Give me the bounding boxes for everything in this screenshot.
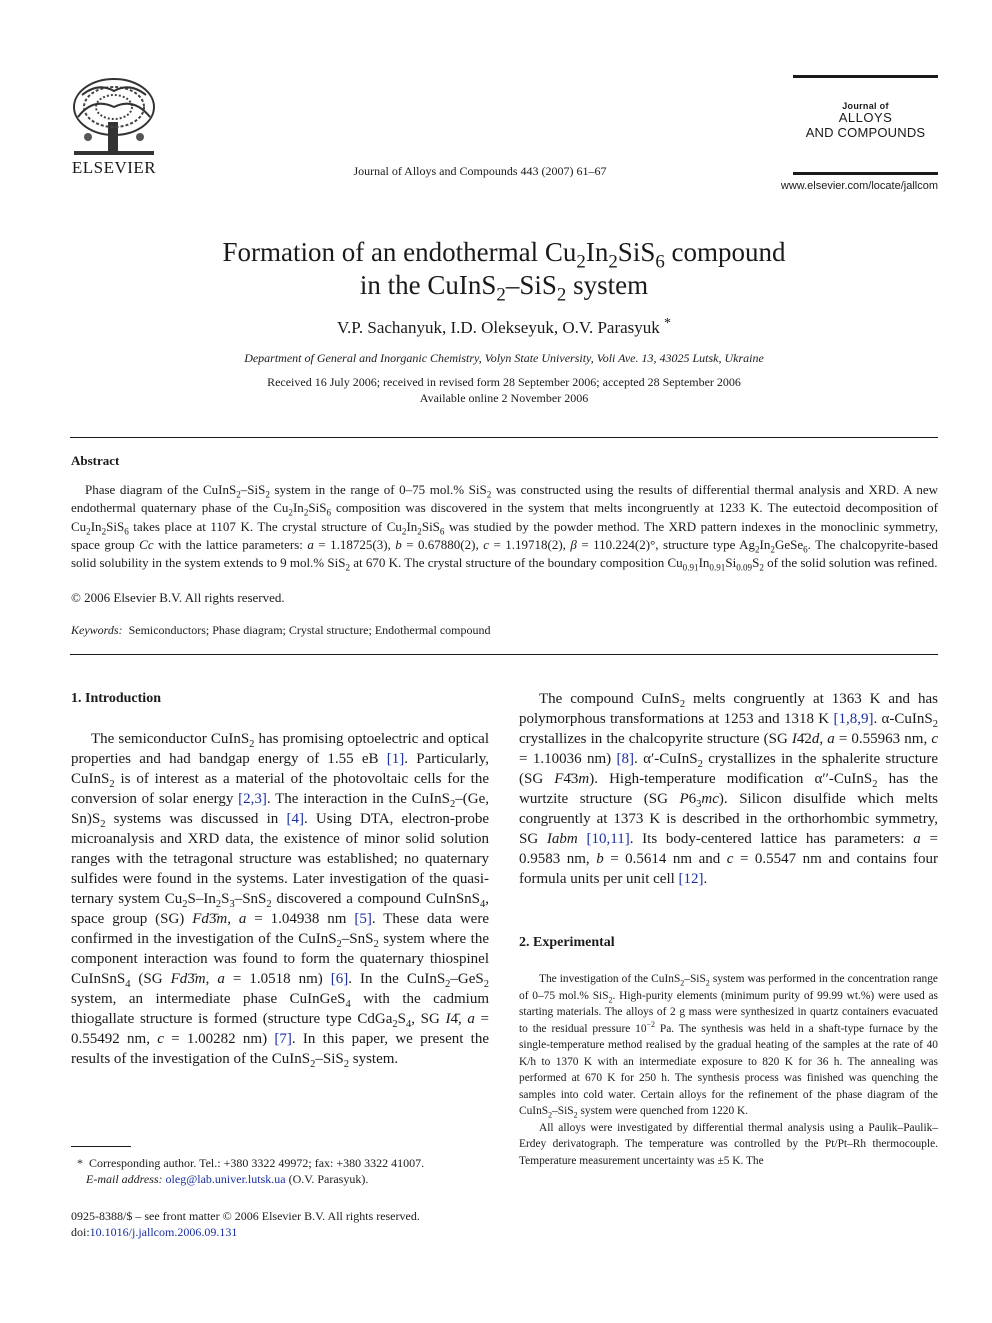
abstract-copyright: © 2006 Elsevier B.V. All rights reserved. [71, 590, 285, 605]
footnote-divider [71, 1146, 131, 1147]
corresponding-author-mark[interactable]: * [664, 316, 672, 331]
section-heading-experimental: 2. Experimental [519, 935, 615, 950]
compound-description-text: The compound CuInS$_2$ melts congruently at 1363 K and has polymorphous transformations at 1253 and 1318 K [1,8,9]. α-CuInS$_2$ crystallizes in the chalcopyrite structure (SG I4̄2d, a = 0.55963 nm, c = 1.10036 nm) [8]. α′-CuInS$_2$ crystallizes in the sphalerite structure (SG F4̄3m). High-temperature modification α′′-CuInS$_2$ has the wurtzite structure (SG $P6_3mc$). Silicon disulfide which melts congruently at 1373 K is described in the orthorhombic symmetry, SG Iabm [10,11]. Its body-centered lattice has parameters: a = 0.9583 nm, b = 0.5614 nm and c = 0.5547 nm and contains four formula units per unit cell [12]. [519, 691, 939, 887]
divider-top [70, 437, 938, 438]
experimental-text: The investigation of the CuInS$_2$–SiS$_2$ system was performed in the concentration range of 0–75 mol.% SiS$_2$. High-purity elements (minimum purity of 99.99 wt.%) were used as starting materials. The alloys of 2 g mass were synthesized in quartz containers evacuated to the residual pressure $10^{-2}$ Pa. The synthesis was held in a shaft-type furnace by the single-temperature method realised by the gradual heating of the samples at the rate of 40 K/h to 1370 K with an intermediate exposure to 820 K for 36 h. The annealing was performed at 670 K for 250 h. The synthesis process was finished was quenching the samples into cold water. Certain alloys for the refinement of the phase diagram of the CuInS$_2$–SiS$_2$ system were quenched from 1220 K. All alloys were investigated by differential thermal analysis using a Paulik–Paulik–Erdey derivatograph. The temperature was controlled by the Pt/Pt–Rh thermocouple. Temperature measurement uncertainty was ±5 K. The [519, 973, 938, 1167]
author-list: V.P. Sachanyuk, I.D. Olekseyuk, O.V. Parasyuk * [336, 316, 672, 337]
publisher-name: ELSEVIER [71, 158, 157, 177]
journal-masthead [793, 75, 938, 175]
abstract-heading: Abstract [71, 453, 120, 468]
journal-citation: Journal of Alloys and Compounds 443 (2007) 61–67 [353, 164, 607, 178]
article-dates: Received 16 July 2006; received in revised form 28 September 2006; accepted 28 September 2006 Available online 2 November 2006 [267, 375, 741, 405]
email-link[interactable]: oleg@lab.univer.lutsk.ua [165, 1172, 286, 1186]
keywords [71, 623, 490, 638]
masthead-line1: Journal of [842, 101, 889, 111]
introduction-text: The semiconductor CuInS$_2$ has promising optoelectric and optical properties and had bandgap energy of 1.55 eB [1]. Particularly, CuInS$_2$ is of interest as a material of the photovoltaic cells for the conversion of solar energy [2,3]. The interaction in the CuInS$_2$–(Ge, $Sn)S_2$ systems was discussed in [4]. Using DTA, electron-probe microanalysis and XRD data, the existence of minor solid solution ranges with the tetragonal structure was established; no quaternary sulfides were found in the systems. Later investigation of the quasi-ternary system $Cu_2S-In_2S_3-SnS_2$ discovered a compound CuInSnS$_4$, space group (SG) Fd3̄m, a = 1.04938 nm [5]. These data were confirmed in the investigation of the CuInS$_2$–SnS$_2$ system where the component interaction was found to form the quaternary thiospinel CuInSnS$_4$ (SG Fd3̄m, a = 1.0518 nm) [6]. In the CuInS$_2$–GeS$_2$ system, an intermediate phase CuInGeS$_4$ with the cadmium thiogallate structure is formed (structure type $CdGa_2S_4$, SG I4̄, a = 0.55492 nm, c = 1.00282 nm) [7]. In this paper, we present the results of the investigation of the CuInS$_2$–SiS$_2$ system. [71, 731, 490, 1070]
abstract-body: Phase diagram of the CuInS$_2$–SiS$_2$ system in the range of 0–75 mol.% SiS$_2$ was constructed using the results of differential thermal analysis and XRD. A new endothermal quaternary phase of the $Cu_2In_2SiS_6$ composition was discovered in the system that melts incongruently at 1233 K. The eutectoid decomposition of $Cu_2In_2SiS_6$ takes place at 1107 K. The crystal structure of $Cu_2In_2SiS_6$ was studied by the powder method. The XRD pattern indexes in the monoclinic symmetry, space group Cc with the lattice parameters: a = 1.18725(3), b = 0.67880(2), c = 1.19718(2), β = 110.224(2)°, structure type $Ag_2In_2GeSe_6$. The chalcopyrite-based solid solubility in the system extends to 9 mol.% SiS$_2$ at 670 K. The crystal structure of the boundary composition $Cu_{0.91}In_{0.91}Si_{0.09}S_2$ of the solid solution was refined. [71, 482, 939, 573]
masthead-line2: ALLOYS [838, 110, 893, 125]
keywords-list: Semiconductors; Phase diagram; Crystal structure; Endothermal compound [128, 623, 491, 637]
masthead-line3: AND COMPOUNDS [805, 125, 926, 140]
divider-bottom [70, 654, 938, 655]
doi-link[interactable]: 10.1016/j.jallcom.2006.09.131 [89, 1225, 238, 1239]
section-heading-introduction: 1. Introduction [71, 691, 161, 706]
elsevier-tree-icon [68, 77, 160, 157]
article-title: Formation of an endothermal $Cu_2In_2SiS_6$ compound in the CuInS$_2$–SiS$_2$ system [222, 237, 786, 306]
footnote-corresponding-author: * Corresponding author. Tel.: +380 3322 49972; fax: +380 3322 41007. E-mail address: oleg@lab.univer.lutsk.ua (O.V. Parasyuk). [77, 1156, 425, 1186]
issn-doi: 0925-8388/$ – see front matter © 2006 Elsevier B.V. All rights reserved. doi:10.1016/j.jallcom.2006.09.131 [71, 1209, 420, 1239]
affiliation: Department of General and Inorganic Chemistry, Volyn State University, Voli Ave. 13, 43025 Lutsk, Ukraine [244, 351, 764, 365]
journal-url[interactable]: www.elsevier.com/locate/jallcom [780, 180, 938, 192]
keywords-label: Keywords: [71, 623, 123, 637]
